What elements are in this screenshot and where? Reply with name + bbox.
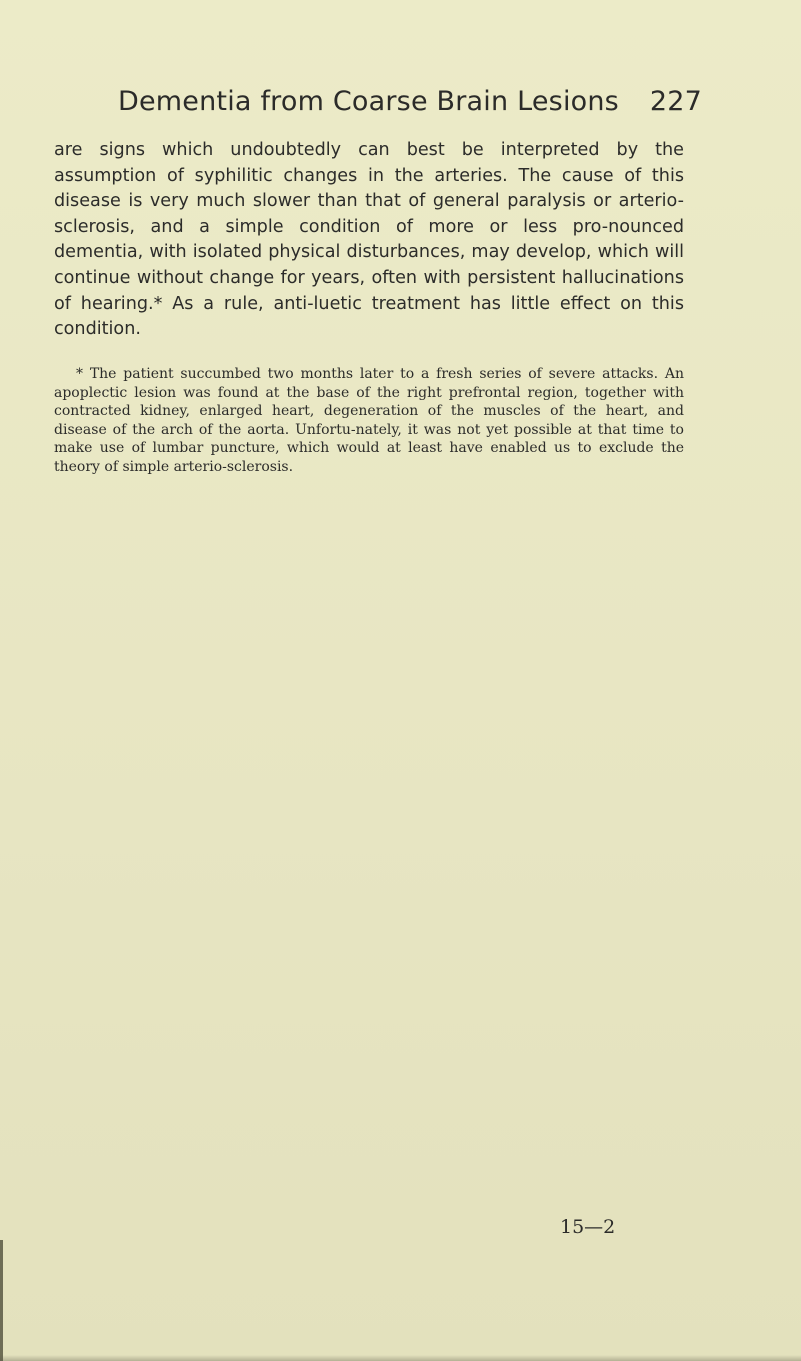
page-bottom-shadow <box>0 1355 801 1361</box>
body-paragraph: are signs which undoubtedly can best be interpreted by the assumption of syphilitic changes in the arteries. The cause of this disease is very much slower than that of general paralysis or arterio-sclerosis, and a simple condition of more or less pro-nounced dementia, with isolated physical disturbances, may develop, which will continue without change for years, often with persistent hallucinations of hearing.* As a rule, anti-luetic treatment has little effect on this condition. <box>54 140 684 340</box>
footnote: * The patient succumbed two months later to a fresh series of severe attacks. An apoplectic lesion was found at the base of the right prefrontal region, together with contracted kidney, enlarged heart, degeneration of the muscles of the heart, and disease of the arch of the aorta. Unfortu-nately, it was not yet possible at that time to make use of lumbar puncture, which would at least have enabled us to exclude the theory of simple arterio-sclerosis. <box>54 366 684 475</box>
signature-mark: 15—2 <box>560 1216 616 1238</box>
running-title: Dementia from Coarse Brain Lesions <box>118 86 619 117</box>
running-header <box>118 86 708 126</box>
page-number: 227 <box>649 86 702 117</box>
page-edge-shadow <box>0 1240 3 1361</box>
